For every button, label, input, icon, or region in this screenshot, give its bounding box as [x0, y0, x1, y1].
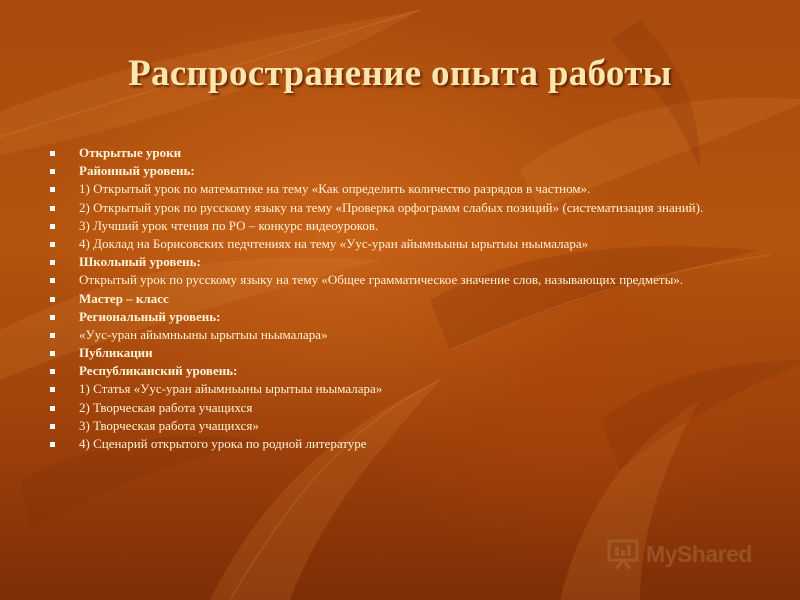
watermark	[606, 537, 752, 571]
list-item-text: «Уус-уран айымньыны ырытыы ньымалара»	[79, 326, 328, 342]
slide-title: Распространение опыта работы	[128, 53, 672, 94]
list-item	[50, 201, 750, 215]
square-bullet-icon	[50, 406, 55, 411]
list-item	[50, 182, 750, 196]
list-item-text: 2) Творческая работа учащихся	[79, 399, 253, 415]
square-bullet-icon	[50, 424, 55, 429]
square-bullet-icon	[50, 333, 55, 338]
square-bullet-icon	[50, 387, 55, 392]
list-item	[50, 382, 750, 396]
list-item-text: 3) Лучший урок чтения по РО – конкурс видеоуроков.	[79, 217, 379, 233]
list-item-text: 1) Открытый урок по математнке на тему «Как определить количество разрядов в частном».	[79, 181, 591, 197]
bullet-list	[50, 146, 750, 455]
list-item-text: 3) Творческая работа учащихся»	[79, 417, 259, 433]
list-item-text: Мастер – класс	[79, 290, 169, 306]
square-bullet-icon	[50, 351, 55, 356]
square-bullet-icon	[50, 242, 55, 247]
list-item-text: Школьный уровень:	[79, 254, 201, 270]
square-bullet-icon	[50, 315, 55, 320]
presentation-board-icon	[606, 538, 640, 570]
list-item	[50, 310, 750, 324]
list-item	[50, 419, 750, 433]
list-item-text: Региональный уровень:	[79, 308, 221, 324]
list-item	[50, 164, 750, 178]
list-item-text: 1) Статья «Уус-уран айымньыны ырытыы ньымалара»	[79, 381, 383, 397]
list-item-text: 4) Сценарий открытого урока по родной литературе	[79, 436, 367, 451]
list-item	[50, 401, 750, 415]
square-bullet-icon	[50, 278, 55, 283]
list-item-text: Открытый урок по русскому языку на тему «Общее грамматическое значение слов, называющих предметы».	[79, 272, 684, 288]
list-item	[50, 255, 750, 269]
square-bullet-icon	[50, 206, 55, 211]
list-item-text: Районный уровень:	[79, 163, 195, 179]
square-bullet-icon	[50, 169, 55, 174]
list-item	[50, 328, 750, 342]
list-item	[50, 364, 750, 378]
list-item	[50, 273, 750, 287]
square-bullet-icon	[50, 297, 55, 302]
list-item	[50, 346, 750, 360]
list-item	[50, 237, 750, 251]
list-item-text: Публикации	[79, 345, 153, 361]
list-item-text: Республиканский уровень:	[79, 363, 238, 379]
list-item-text: 4) Доклад на Борисовских педчтениях на тему «Уус-уран айымньыны ырытыы ньымалара»	[79, 235, 589, 251]
list-item	[50, 437, 750, 451]
square-bullet-icon	[50, 260, 55, 265]
list-item-text: Открытые уроки	[79, 145, 182, 160]
list-item	[50, 146, 750, 160]
list-item	[50, 219, 750, 233]
list-item-text: 2) Открытый урок по русскому языку на тему «Проверка орфограмм слабых позиций» (систематизация знаний).	[79, 199, 704, 215]
square-bullet-icon	[50, 151, 55, 156]
watermark-text: MyShared	[646, 540, 752, 567]
square-bullet-icon	[50, 187, 55, 192]
square-bullet-icon	[50, 442, 55, 447]
square-bullet-icon	[50, 369, 55, 374]
square-bullet-icon	[50, 224, 55, 229]
list-item	[50, 292, 750, 306]
